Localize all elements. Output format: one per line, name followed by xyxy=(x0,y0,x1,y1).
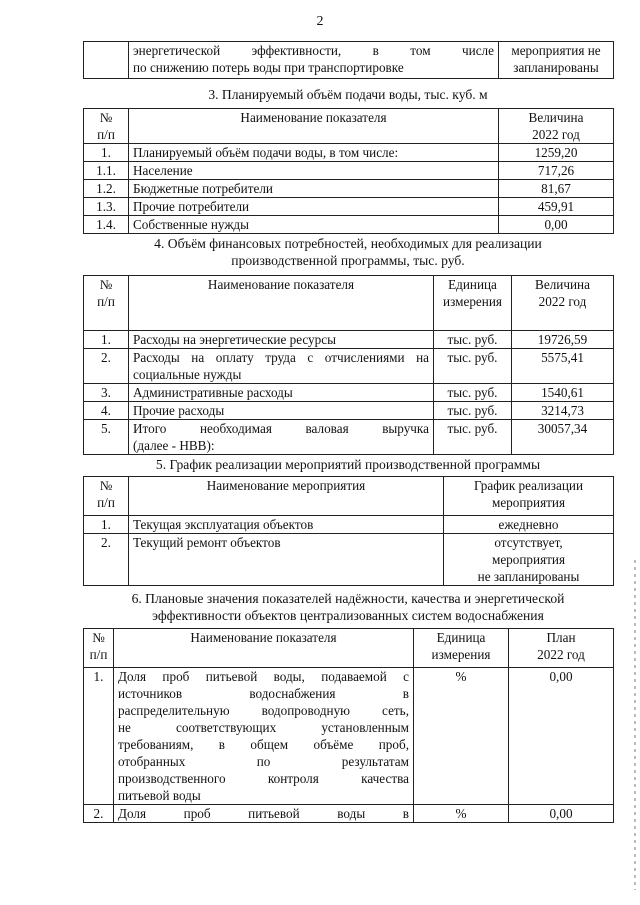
table-row: 1. Доля проб питьевой воды, подаваемой с источников водоснабжения в распределительную водопроводную сеть, не соответствующих установленным требованиям, в общем объёме проб, отобранных по результатам производственного контроля качества питьевой воды % 0,00 xyxy=(84,668,614,805)
table-row: 1. Текущая эксплуатация объектов ежедневно xyxy=(84,516,614,534)
header-num: п/п xyxy=(97,127,115,142)
table-row: 1. Планируемый объём подачи воды, в том числе: 1259,20 xyxy=(84,144,614,162)
table-header-row: № п/п Наименование показателя Единица измерения План 2022 год xyxy=(84,629,614,668)
indicator-text: по снижению потерь воды при транспортировке xyxy=(133,60,404,75)
table-row: 2. Текущий ремонт объектов отсутствует, мероприятия не запланированы xyxy=(84,534,614,586)
header-name: Наименование показателя xyxy=(114,629,414,668)
table-header-row xyxy=(84,109,614,144)
header-name: Наименование показателя xyxy=(129,109,499,144)
header-value: Величина xyxy=(528,110,584,125)
table-row: 4. Прочие расходы тыс. руб. 3214,73 xyxy=(84,402,614,420)
section-6-title: 6. Плановые значения показателей надёжности, качества и энергетической эффективности объектов централизованных систем водоснабжения xyxy=(131,591,565,623)
planned-volume-table xyxy=(83,108,613,234)
table-header-row: № п/п Наименование мероприятия График реализации мероприятия xyxy=(84,477,614,516)
header-num: № xyxy=(99,110,113,125)
status-text: мероприятия не xyxy=(511,43,601,58)
indicator-text: энергетической эффективности, в том числе xyxy=(133,43,494,58)
table-row: 2. Доля проб питьевой воды в % 0,00 xyxy=(84,805,614,823)
table-row: 1. Расходы на энергетические ресурсы тыс. руб. 19726,59 xyxy=(84,331,614,349)
header-name: Наименование показателя xyxy=(129,276,434,331)
continuation-table xyxy=(83,41,613,79)
table-row: 1.1. Население 717,26 xyxy=(84,162,614,180)
table-header-row: № п/п Наименование показателя Единица измерения Величина 2022 год xyxy=(84,276,614,331)
section-5-title: 5. График реализации мероприятий производственной программы xyxy=(155,457,541,472)
table-row: 1.4. Собственные нужды 0,00 xyxy=(84,216,614,234)
table-row: 3. Административные расходы тыс. руб. 1540,61 xyxy=(84,384,614,402)
page-number: 2 xyxy=(316,14,324,29)
table-row: 1.2. Бюджетные потребители 81,67 xyxy=(84,180,614,198)
section-3-title: 3. Планируемый объём подачи воды, тыс. куб. м xyxy=(208,87,488,102)
financial-needs-table xyxy=(83,275,613,455)
header-value: 2022 год xyxy=(532,127,580,142)
scan-edge-mark xyxy=(634,560,636,890)
reliability-table xyxy=(83,628,613,823)
table-row xyxy=(84,42,614,79)
schedule-table xyxy=(83,476,613,586)
table-row: 5. Итого необходимая валовая выручка (далее - НВВ): тыс. руб. 30057,34 xyxy=(84,420,614,455)
status-text: запланированы xyxy=(513,60,599,75)
table-row: 1.3. Прочие потребители 459,91 xyxy=(84,198,614,216)
section-4-title: 4. Объём финансовых потребностей, необходимых для реализации производственной программы, тыс. руб. xyxy=(154,236,542,268)
table-row: 2. Расходы на оплату труда с отчислениями на социальные нужды тыс. руб. 5575,41 xyxy=(84,349,614,384)
header-name: Наименование мероприятия xyxy=(129,477,444,516)
